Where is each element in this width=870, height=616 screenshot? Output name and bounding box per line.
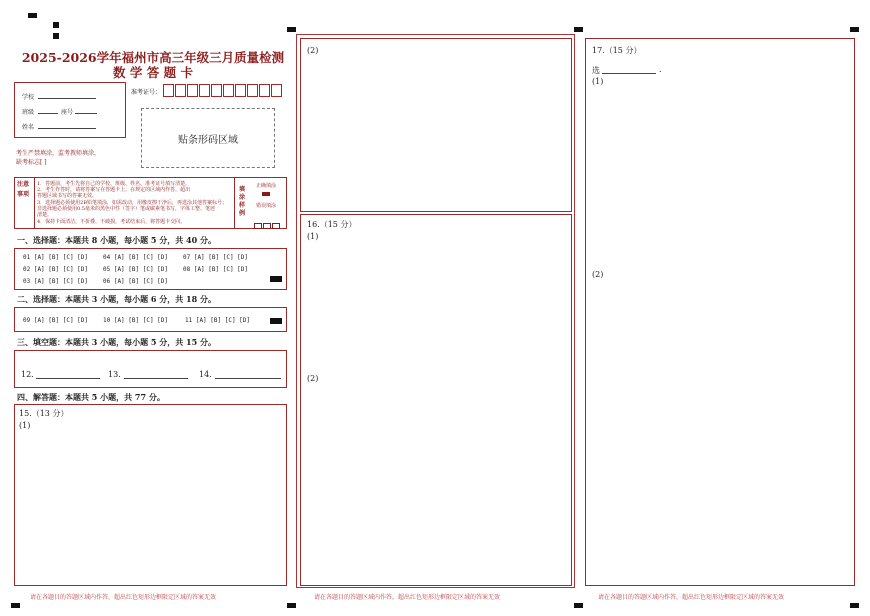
section3-box — [14, 350, 287, 388]
answer-row[interactable]: 01 [A] [B] [C] [D] — [23, 254, 89, 261]
ticket-label: 准考证号： — [131, 89, 162, 96]
footer-note: 请在各题目的答题区域内作答，超出红色矩形边框限定区域的答案无效 — [314, 594, 501, 601]
ticket-cell[interactable] — [175, 84, 186, 97]
notes-title: 注意事项 — [17, 181, 30, 198]
section1-title: 一、选择题：本题共 8 小题，每小题 5 分，共 40 分。 — [17, 235, 216, 245]
ticket-cell[interactable] — [163, 84, 174, 97]
seat-field[interactable] — [75, 113, 97, 114]
note-line: 3．选择题必须使用2B铅笔填涂，如需改动，用橡皮擦干净后，再选涂其他答案标号； — [37, 200, 228, 206]
timing-mark — [850, 27, 859, 32]
answer-row[interactable]: 07 [A] [B] [C] [D] — [183, 254, 249, 261]
timing-mark — [287, 603, 296, 608]
question-17-label: 17.（15 分） — [592, 46, 642, 55]
section-marker — [270, 318, 282, 324]
absent-mark[interactable]: 缺考标志[ ] — [16, 159, 47, 166]
question-15-part1: (1) — [19, 421, 31, 430]
note-line: 2．考生作答时，请将答案写在答题卡上，在规定的区域内作答，超出 — [37, 187, 191, 193]
answer-box-15-part2[interactable] — [300, 38, 572, 212]
question-16-part1: (1) — [307, 232, 319, 241]
ticket-cell[interactable] — [259, 84, 270, 97]
timing-mark — [53, 33, 59, 39]
timing-mark — [574, 27, 583, 32]
example-title: 填涂样例 — [239, 186, 246, 217]
question-15-part2: (2) — [307, 46, 319, 55]
answer-box-16[interactable] — [300, 214, 572, 586]
seat-label: 座号 — [61, 109, 74, 116]
absent-note: 考生严禁填涂，监考教师填涂， — [16, 150, 101, 157]
footer-note: 请在各题目的答题区域内作答，超出红色矩形边框限定区域的答案无效 — [598, 594, 785, 601]
notes-divider — [34, 177, 35, 229]
select-period: . — [659, 65, 662, 74]
question-16-part2: (2) — [307, 374, 319, 383]
note-line: 4．保持卡面清洁，不折叠，不破损，考试结束后，将答题卡交回。 — [37, 219, 186, 225]
timing-mark — [28, 13, 37, 18]
class-label: 班级 — [22, 109, 35, 116]
question-17-part1: (1) — [592, 77, 604, 86]
answer-row[interactable]: 04 [A] [B] [C] [D] — [103, 254, 169, 261]
answer-row[interactable]: 02 [A] [B] [C] [D] — [23, 266, 89, 273]
note-line: 清楚。 — [37, 212, 53, 218]
timing-mark — [574, 603, 583, 608]
answer-row[interactable]: 09 [A] [B] [C] [D] — [23, 317, 89, 324]
question-17-select: 选 — [592, 66, 600, 75]
note-line: 非选择题必须使用0.5毫米的黑色中性（签字）笔或碳素笔书写，字体工整、笔迹 — [37, 206, 215, 212]
ticket-cell[interactable] — [199, 84, 210, 97]
timing-mark — [53, 22, 59, 28]
ticket-cell[interactable] — [247, 84, 258, 97]
school-label: 学校 — [22, 94, 35, 101]
notes-divider — [234, 177, 235, 229]
barcode-label: 贴条形码区域 — [178, 135, 238, 146]
wrong-label: 错误填涂 — [256, 203, 277, 209]
section-marker — [270, 276, 282, 282]
ticket-cell[interactable] — [271, 84, 282, 97]
timing-mark — [287, 27, 296, 32]
answer-box-17[interactable] — [585, 38, 855, 586]
name-field[interactable] — [38, 128, 96, 129]
school-field[interactable] — [38, 98, 96, 99]
fill-label-14: 14. — [199, 370, 212, 379]
correct-label: 正确填涂 — [256, 183, 277, 189]
fill-label-13: 13. — [108, 370, 121, 379]
question-17-part2: (2) — [592, 270, 604, 279]
fill-answer-14[interactable] — [215, 378, 281, 379]
section2-title: 二、选择题：本题共 3 小题，每小题 6 分，共 18 分。 — [17, 294, 216, 304]
note-line: 答题区域书写的答案无效。 — [37, 193, 98, 199]
answer-row[interactable]: 11 [A] [B] [C] [D] — [185, 317, 251, 324]
select-answer-field[interactable] — [602, 73, 656, 74]
card-subtitle: 数 学 答 题 卡 — [113, 65, 193, 80]
ticket-cell[interactable] — [223, 84, 234, 97]
name-label: 姓名 — [22, 124, 35, 131]
question-16-label: 16.（15 分） — [307, 220, 357, 229]
correct-example — [262, 192, 270, 196]
ticket-cell[interactable] — [211, 84, 222, 97]
answer-row[interactable]: 10 [A] [B] [C] [D] — [103, 317, 169, 324]
fill-answer-13[interactable] — [124, 378, 188, 379]
ticket-cell[interactable] — [235, 84, 246, 97]
exam-title: 2025-2026学年福州市高三年级三月质量检测 — [21, 50, 285, 65]
answer-row[interactable]: 05 [A] [B] [C] [D] — [103, 266, 169, 273]
class-field[interactable] — [38, 113, 58, 114]
question-15-label: 15.（13 分） — [19, 409, 69, 418]
ticket-cell[interactable] — [187, 84, 198, 97]
timing-mark — [850, 603, 859, 608]
fill-label-12: 12. — [21, 370, 34, 379]
answer-row[interactable]: 08 [A] [B] [C] [D] — [183, 266, 249, 273]
answer-row[interactable]: 03 [A] [B] [C] [D] — [23, 278, 89, 285]
answer-box-15[interactable] — [14, 404, 287, 586]
timing-mark — [11, 603, 20, 608]
footer-note: 请在各题目的答题区域内作答，超出红色矩形边框限定区域的答案无效 — [30, 594, 217, 601]
section3-title: 三、填空题：本题共 3 小题，每小题 5 分，共 15 分。 — [17, 337, 216, 347]
section4-title: 四、解答题：本题共 5 小题，共 77 分。 — [17, 392, 165, 402]
fill-answer-12[interactable] — [36, 378, 100, 379]
answer-row[interactable]: 06 [A] [B] [C] [D] — [103, 278, 169, 285]
wrong-example — [254, 214, 284, 219]
note-line: 1．答题前，考生先将自己的学校、班级、姓名、准考证号填写清楚。 — [37, 181, 191, 187]
